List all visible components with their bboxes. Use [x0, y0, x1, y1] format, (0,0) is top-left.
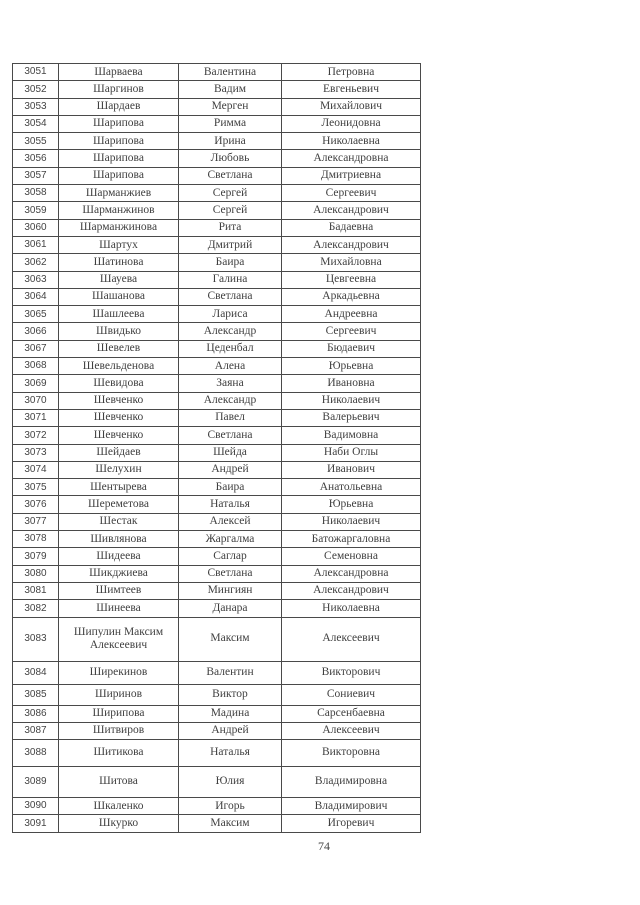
table-row [13, 705, 421, 722]
row-number: 3083 [13, 617, 59, 661]
patronymic-cell: Сарсенбаевна [282, 705, 421, 722]
last-name-cell: Шартух [59, 236, 179, 253]
row-number: 3086 [13, 705, 59, 722]
row-number: 3068 [13, 358, 59, 375]
patronymic-cell: Александрович [282, 236, 421, 253]
last-name-cell: Шарманжиев [59, 185, 179, 202]
row-number: 3075 [13, 479, 59, 496]
first-name-cell: Любовь [179, 150, 282, 167]
last-name-cell: Шейдаев [59, 444, 179, 461]
last-name-cell: Шауева [59, 271, 179, 288]
row-number: 3053 [13, 98, 59, 115]
row-number: 3069 [13, 375, 59, 392]
last-name-cell: Шелухин [59, 461, 179, 478]
first-name-cell: Ирина [179, 133, 282, 150]
table-row [13, 684, 421, 705]
last-name-cell: Шевченко [59, 427, 179, 444]
last-name-cell: Шарипова [59, 167, 179, 184]
patronymic-cell: Алексеевич [282, 617, 421, 661]
row-number: 3058 [13, 185, 59, 202]
first-name-cell: Сергей [179, 202, 282, 219]
table-row [13, 358, 421, 375]
table-row [13, 513, 421, 530]
first-name-cell: Наталья [179, 496, 282, 513]
last-name-cell: Шарипова [59, 115, 179, 132]
last-name-cell: Шаргинов [59, 81, 179, 98]
first-name-cell: Светлана [179, 288, 282, 305]
last-name-cell: Ширипова [59, 705, 179, 722]
last-name-cell: Шашлеева [59, 306, 179, 323]
first-name-cell: Светлана [179, 565, 282, 582]
first-name-cell: Мингиян [179, 582, 282, 599]
table-row [13, 150, 421, 167]
first-name-cell: Баира [179, 254, 282, 271]
table-row [13, 548, 421, 565]
first-name-cell: Игорь [179, 798, 282, 815]
last-name-cell: Шатинова [59, 254, 179, 271]
row-number: 3065 [13, 306, 59, 323]
table-row [13, 98, 421, 115]
table-row [13, 271, 421, 288]
table-row [13, 185, 421, 202]
table-row [13, 600, 421, 617]
patronymic-cell: Иванович [282, 461, 421, 478]
row-number: 3072 [13, 427, 59, 444]
row-number: 3057 [13, 167, 59, 184]
row-number: 3060 [13, 219, 59, 236]
row-number: 3079 [13, 548, 59, 565]
first-name-cell: Александр [179, 392, 282, 409]
patronymic-cell: Дмитриевна [282, 167, 421, 184]
table-row [13, 236, 421, 253]
patronymic-cell: Наби Оглы [282, 444, 421, 461]
last-name-cell: Швидько [59, 323, 179, 340]
table-row [13, 340, 421, 357]
patronymic-cell: Анатольевна [282, 479, 421, 496]
row-number: 3062 [13, 254, 59, 271]
last-name-cell: Шитикова [59, 740, 179, 767]
table-row [13, 661, 421, 684]
table-row [13, 81, 421, 98]
last-name-cell: Шевидова [59, 375, 179, 392]
patronymic-cell: Викторович [282, 661, 421, 684]
table-row [13, 565, 421, 582]
last-name-cell: Шикджиева [59, 565, 179, 582]
first-name-cell: Юлия [179, 767, 282, 798]
table-row [13, 219, 421, 236]
patronymic-cell: Петровна [282, 64, 421, 81]
row-number: 3059 [13, 202, 59, 219]
row-number: 3051 [13, 64, 59, 81]
row-number: 3071 [13, 409, 59, 426]
table-row [13, 392, 421, 409]
patronymic-cell: Викторовна [282, 740, 421, 767]
page-number: 74 [318, 839, 330, 853]
first-name-cell: Мадина [179, 705, 282, 722]
table-row [13, 531, 421, 548]
names-table [12, 63, 421, 833]
first-name-cell: Светлана [179, 427, 282, 444]
patronymic-cell: Юрьевна [282, 496, 421, 513]
patronymic-cell: Николаевич [282, 513, 421, 530]
first-name-cell: Максим [179, 815, 282, 832]
last-name-cell: Шкурко [59, 815, 179, 832]
table-row [13, 288, 421, 305]
patronymic-cell: Игоревич [282, 815, 421, 832]
table-row [13, 306, 421, 323]
first-name-cell: Данара [179, 600, 282, 617]
row-number: 3084 [13, 661, 59, 684]
names-table-body [13, 64, 421, 833]
table-row [13, 375, 421, 392]
first-name-cell: Александр [179, 323, 282, 340]
first-name-cell: Саглар [179, 548, 282, 565]
last-name-cell: Шарманжинова [59, 219, 179, 236]
patronymic-cell: Валерьевич [282, 409, 421, 426]
first-name-cell: Мерген [179, 98, 282, 115]
table-row [13, 496, 421, 513]
table-row [13, 582, 421, 599]
patronymic-cell: Бадаевна [282, 219, 421, 236]
first-name-cell: Лариса [179, 306, 282, 323]
row-number: 3076 [13, 496, 59, 513]
last-name-cell: Шевелев [59, 340, 179, 357]
row-number: 3074 [13, 461, 59, 478]
row-number: 3091 [13, 815, 59, 832]
table-row [13, 202, 421, 219]
patronymic-cell: Сергеевич [282, 185, 421, 202]
patronymic-cell: Бюдаевич [282, 340, 421, 357]
last-name-cell: Шевченко [59, 409, 179, 426]
first-name-cell: Рита [179, 219, 282, 236]
table-row [13, 167, 421, 184]
patronymic-cell: Михайловна [282, 254, 421, 271]
row-number: 3078 [13, 531, 59, 548]
last-name-cell: Шереметова [59, 496, 179, 513]
table-row [13, 115, 421, 132]
table-row [13, 323, 421, 340]
last-name-cell: Ширинов [59, 684, 179, 705]
table-row [13, 133, 421, 150]
first-name-cell: Заяна [179, 375, 282, 392]
first-name-cell: Цеденбал [179, 340, 282, 357]
first-name-cell: Андрей [179, 722, 282, 739]
table-row [13, 409, 421, 426]
row-number: 3063 [13, 271, 59, 288]
first-name-cell: Галина [179, 271, 282, 288]
patronymic-cell: Николаевна [282, 600, 421, 617]
last-name-cell: Шестак [59, 513, 179, 530]
row-number: 3055 [13, 133, 59, 150]
last-name-cell: Шитвиров [59, 722, 179, 739]
table-row [13, 444, 421, 461]
last-name-cell: Шивлянова [59, 531, 179, 548]
patronymic-cell: Вадимовна [282, 427, 421, 444]
row-number: 3061 [13, 236, 59, 253]
row-number: 3090 [13, 798, 59, 815]
first-name-cell: Дмитрий [179, 236, 282, 253]
row-number: 3082 [13, 600, 59, 617]
patronymic-cell: Николаевич [282, 392, 421, 409]
patronymic-cell: Семеновна [282, 548, 421, 565]
row-number: 3088 [13, 740, 59, 767]
patronymic-cell: Михайлович [282, 98, 421, 115]
row-number: 3073 [13, 444, 59, 461]
patronymic-cell: Сергеевич [282, 323, 421, 340]
first-name-cell: Виктор [179, 684, 282, 705]
patronymic-cell: Александрович [282, 202, 421, 219]
first-name-cell: Павел [179, 409, 282, 426]
first-name-cell: Валентина [179, 64, 282, 81]
patronymic-cell: Ивановна [282, 375, 421, 392]
first-name-cell: Баира [179, 479, 282, 496]
row-number: 3052 [13, 81, 59, 98]
table-row [13, 461, 421, 478]
first-name-cell: Алексей [179, 513, 282, 530]
table-row [13, 740, 421, 767]
row-number: 3070 [13, 392, 59, 409]
last-name-cell: Шарваева [59, 64, 179, 81]
last-name-cell: Шарманжинов [59, 202, 179, 219]
first-name-cell: Андрей [179, 461, 282, 478]
patronymic-cell: Юрьевна [282, 358, 421, 375]
table-row [13, 617, 421, 661]
patronymic-cell: Андреевна [282, 306, 421, 323]
first-name-cell: Шейда [179, 444, 282, 461]
last-name-cell: Шкаленко [59, 798, 179, 815]
last-name-cell: Шидеева [59, 548, 179, 565]
row-number: 3056 [13, 150, 59, 167]
row-number: 3054 [13, 115, 59, 132]
last-name-cell: Шипулин Максим Алексеевич [59, 617, 179, 661]
table-row [13, 798, 421, 815]
patronymic-cell: Евгеньевич [282, 81, 421, 98]
table-row [13, 815, 421, 832]
patronymic-cell: Сониевич [282, 684, 421, 705]
last-name-cell: Шентырева [59, 479, 179, 496]
patronymic-cell: Аркадьевна [282, 288, 421, 305]
patronymic-cell: Николаевна [282, 133, 421, 150]
row-number: 3066 [13, 323, 59, 340]
first-name-cell: Вадим [179, 81, 282, 98]
last-name-cell: Ширекинов [59, 661, 179, 684]
first-name-cell: Сергей [179, 185, 282, 202]
first-name-cell: Наталья [179, 740, 282, 767]
patronymic-cell: Леонидовна [282, 115, 421, 132]
first-name-cell: Валентин [179, 661, 282, 684]
patronymic-cell: Владимирович [282, 798, 421, 815]
table-row [13, 722, 421, 739]
row-number: 3080 [13, 565, 59, 582]
row-number: 3077 [13, 513, 59, 530]
first-name-cell: Максим [179, 617, 282, 661]
row-number: 3064 [13, 288, 59, 305]
patronymic-cell: Александровна [282, 150, 421, 167]
last-name-cell: Шарипова [59, 133, 179, 150]
table-row [13, 427, 421, 444]
first-name-cell: Римма [179, 115, 282, 132]
patronymic-cell: Владимировна [282, 767, 421, 798]
last-name-cell: Шинеева [59, 600, 179, 617]
patronymic-cell: Алексеевич [282, 722, 421, 739]
last-name-cell: Шитова [59, 767, 179, 798]
first-name-cell: Жаргалма [179, 531, 282, 548]
patronymic-cell: Батожаргаловна [282, 531, 421, 548]
last-name-cell: Шевченко [59, 392, 179, 409]
last-name-cell: Шарипова [59, 150, 179, 167]
last-name-cell: Шимтеев [59, 582, 179, 599]
patronymic-cell: Александрович [282, 582, 421, 599]
patronymic-cell: Александровна [282, 565, 421, 582]
row-number: 3081 [13, 582, 59, 599]
row-number: 3085 [13, 684, 59, 705]
row-number: 3087 [13, 722, 59, 739]
row-number: 3089 [13, 767, 59, 798]
last-name-cell: Шашанова [59, 288, 179, 305]
first-name-cell: Алена [179, 358, 282, 375]
table-row [13, 767, 421, 798]
table-row [13, 479, 421, 496]
first-name-cell: Светлана [179, 167, 282, 184]
table-row [13, 64, 421, 81]
row-number: 3067 [13, 340, 59, 357]
table-row [13, 254, 421, 271]
last-name-cell: Шевельденова [59, 358, 179, 375]
patronymic-cell: Цевгеевна [282, 271, 421, 288]
last-name-cell: Шардаев [59, 98, 179, 115]
